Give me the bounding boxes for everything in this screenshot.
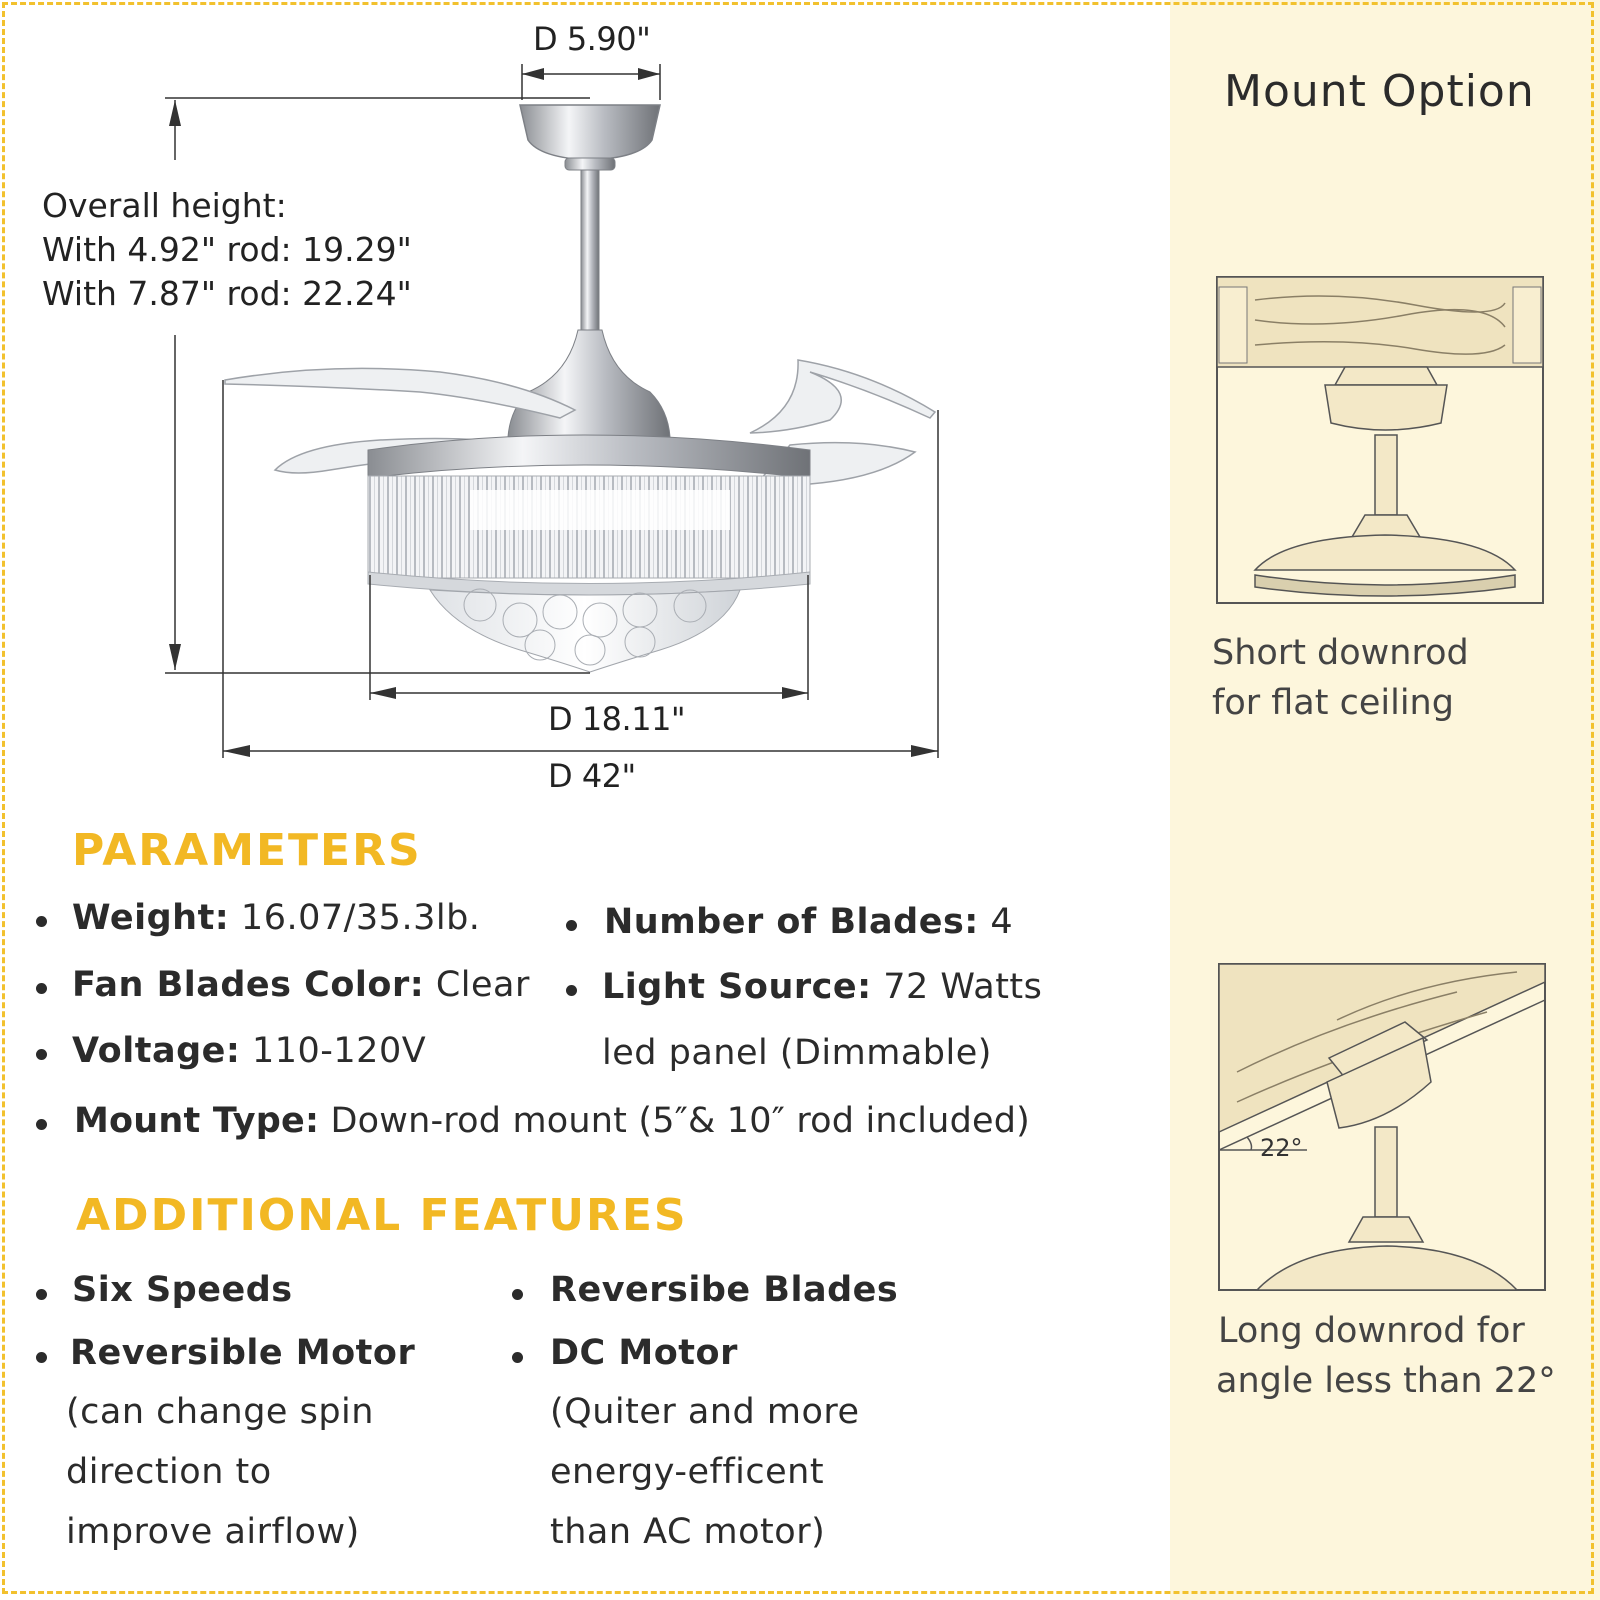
voltage-item bbox=[72, 1031, 426, 1071]
angle-label: 22° bbox=[1260, 1134, 1303, 1162]
light-diameter-label: D 18.11" bbox=[548, 700, 686, 738]
blades-number-key: Number of Blades: bbox=[604, 902, 979, 942]
blade-right-top bbox=[750, 360, 935, 433]
reversible-blades-item bbox=[550, 1270, 898, 1310]
bullet bbox=[36, 1352, 47, 1363]
blades-number-item bbox=[604, 902, 1013, 942]
motor-housing bbox=[508, 330, 670, 437]
bullet bbox=[512, 1352, 523, 1363]
parameters-heading: PARAMETERS bbox=[72, 825, 422, 876]
dc-motor-note-2: energy-efficent bbox=[550, 1452, 825, 1492]
bullet bbox=[512, 1289, 523, 1300]
features-heading: ADDITIONAL FEATURES bbox=[76, 1190, 688, 1241]
bullet bbox=[566, 985, 577, 996]
six-speeds-item bbox=[72, 1270, 293, 1310]
flat-ceiling-illustration bbox=[1215, 275, 1545, 605]
bullet bbox=[36, 983, 47, 994]
overall-height-title: Overall height: bbox=[42, 186, 287, 225]
dc-motor-label: DC Motor bbox=[550, 1333, 738, 1373]
canopy bbox=[520, 105, 660, 160]
downrod bbox=[581, 170, 599, 330]
mount-type-item bbox=[74, 1101, 1030, 1141]
led-glow bbox=[470, 490, 730, 530]
blades-number-value: 4 bbox=[978, 902, 1014, 942]
bullet bbox=[36, 1049, 47, 1060]
long-downrod-caption-1: Long downrod for bbox=[1218, 1311, 1525, 1351]
mount-type-key: Mount Type: bbox=[74, 1101, 320, 1141]
reversible-motor-item bbox=[70, 1333, 415, 1373]
mount-type-value: Down-rod mount (5″& 10″ rod included) bbox=[319, 1101, 1030, 1141]
light-source-key: Light Source: bbox=[602, 967, 872, 1007]
blades-color-value: Clear bbox=[424, 965, 530, 1005]
fan-diameter-label: D 42" bbox=[548, 757, 636, 795]
light-source-continuation: led panel (Dimmable) bbox=[602, 1033, 992, 1073]
long-downrod-caption-2: angle less than 22° bbox=[1216, 1361, 1556, 1401]
six-speeds-label: Six Speeds bbox=[72, 1270, 293, 1310]
angled-ceiling-illustration bbox=[1217, 962, 1547, 1292]
short-downrod-caption-2: for flat ceiling bbox=[1212, 683, 1454, 723]
reversible-motor-note-3: improve airflow) bbox=[66, 1512, 360, 1552]
dc-motor-note-1: (Quiter and more bbox=[550, 1392, 860, 1432]
voltage-value: 110-120V bbox=[240, 1031, 427, 1071]
light-source-item bbox=[602, 967, 1042, 1007]
canopy-collar bbox=[565, 158, 615, 170]
bullet bbox=[566, 920, 577, 931]
reversible-blades-label: Reversibe Blades bbox=[550, 1270, 899, 1310]
weight-value: 16.07/35.3lb. bbox=[229, 898, 481, 938]
crystal-cluster bbox=[430, 590, 740, 672]
overall-height-long-rod: With 7.87" rod: 22.24" bbox=[42, 274, 412, 313]
voltage-key: Voltage: bbox=[72, 1031, 241, 1071]
reversible-motor-label: Reversible Motor bbox=[70, 1333, 416, 1373]
bullet bbox=[36, 1289, 47, 1300]
bullet bbox=[36, 1119, 47, 1130]
light-source-value: 72 Watts bbox=[871, 967, 1043, 1007]
weight-key: Weight: bbox=[72, 898, 230, 938]
bullet bbox=[36, 916, 47, 927]
weight-item bbox=[72, 898, 480, 938]
short-downrod-caption-1: Short downrod bbox=[1212, 633, 1469, 673]
dc-motor-item bbox=[550, 1333, 738, 1373]
blades-color-key: Fan Blades Color: bbox=[72, 965, 425, 1005]
canopy-diameter-label: D 5.90" bbox=[533, 20, 651, 58]
overall-height-short-rod: With 4.92" rod: 19.29" bbox=[42, 230, 412, 269]
blades-color-item bbox=[72, 965, 530, 1005]
reversible-motor-note-2: direction to bbox=[66, 1452, 272, 1492]
mount-option-title: Mount Option bbox=[1224, 66, 1535, 117]
reversible-motor-note-1: (can change spin bbox=[66, 1392, 374, 1432]
dc-motor-note-3: than AC motor) bbox=[550, 1512, 826, 1552]
